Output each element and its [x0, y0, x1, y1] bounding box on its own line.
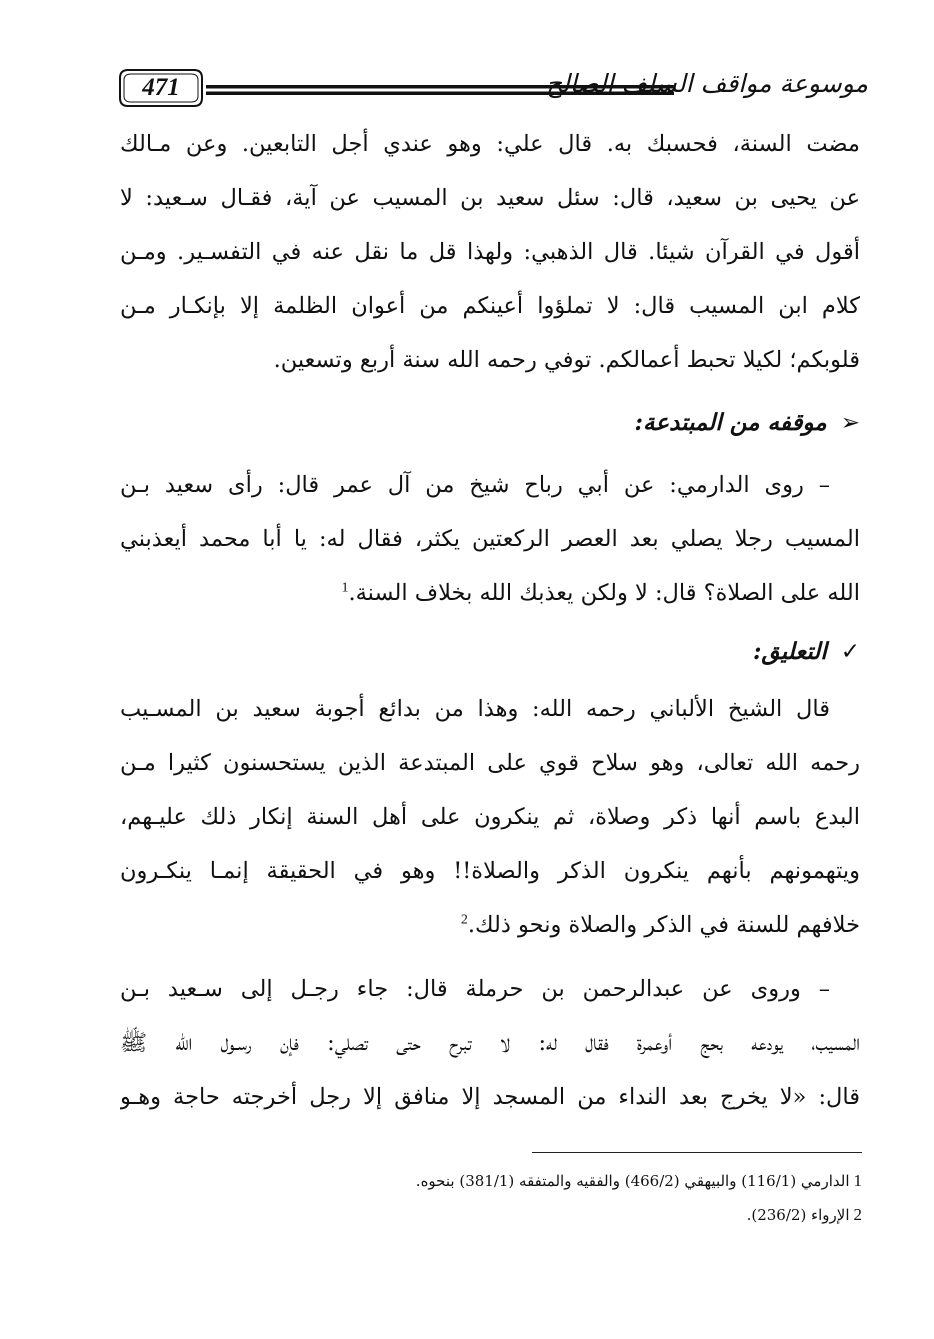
footnote-number: 2: [853, 1205, 862, 1224]
footnote-item: [300, 1198, 862, 1232]
footnote-item: [300, 1164, 862, 1198]
page-header: [108, 60, 868, 116]
footnote-number: 1: [853, 1171, 862, 1190]
text-line: ويتهمونهم بأنهم ينكرون الذكر والصلاة!! وهو في الحقيقة إنمـا ينكـرون: [120, 858, 860, 884]
text-line: أقول في القرآن شيئا. قال الذهبي: ولهذا قل ما نقل عنه في التفسـير. ومـن: [120, 239, 860, 265]
paragraph-darimi-narration: [120, 458, 860, 620]
footnote-reference[interactable]: 1: [341, 580, 349, 596]
text-line: خلافهم للسنة في الذكر والصلاة ونحو ذلك.$^2$: [460, 912, 860, 938]
heading-text: موقفه من المبتدعة:: [634, 409, 827, 436]
text-line: المسيب، يودعه بحج أوعمرة فقال له: لا تبرح حتى تصلي: فإن رسـول الله ﷺ: [120, 1030, 860, 1056]
checkmark-icon: ✓: [840, 639, 860, 665]
section-heading-commentary: [120, 625, 860, 679]
text-line: – وروى عن عبدالرحمن بن حرملة قال: جاء رجـل إلى سـعيد بـن: [120, 976, 830, 1002]
text-line: قال الشيخ الألباني رحمه الله: وهذا من بدائع أجوبة سعيد بن المسـيب: [120, 696, 830, 722]
paragraph-harmala-narration: [120, 962, 860, 1124]
arrow-bullet-icon: ➢: [840, 410, 860, 436]
text-line: المسيب رجلا يصلي بعد العصر الركعتين يكثر، فقال له: يا أبا محمد أيعذبني: [120, 526, 860, 552]
paragraph-biography: [120, 117, 860, 387]
heading-text: التعليق:: [753, 638, 827, 665]
footnote-reference[interactable]: 2: [460, 912, 468, 928]
text-line: الله على الصلاة؟ قال: لا ولكن يعذبك الله بخلاف السنة.$^1$: [341, 580, 860, 606]
text-line: مضت السنة، فحسبك به. قال علي: وهو عندي أجل التابعين. وعن مـالك: [120, 131, 860, 157]
text-line: رحمه الله تعالى، وهو سلاح قوي على المبتدعة الذين يستحسنون كثيرا مـن: [120, 750, 860, 776]
paragraph-albani-commentary: [120, 682, 860, 952]
footnotes: [300, 1164, 862, 1232]
footnote-text: الإرواء (236/2).: [746, 1206, 850, 1224]
text-line: قلوبكم؛ لكيلا تحبط أعمالكم. توفي رحمه الله سنة أربع وتسعين.: [273, 347, 860, 373]
page-number: 471: [142, 74, 180, 101]
text-line: البدع باسم أنها ذكر وصلاة، ثم ينكرون على أهل السنة إنكار ذلك عليـهم،: [120, 804, 860, 830]
text-line: عن يحيى بن سعيد، قال: سئل سعيد بن المسيب عن آية، فقـال سـعيد: لا: [120, 185, 860, 211]
footnote-divider: [532, 1152, 862, 1153]
text-line: كلام ابن المسيب قال: لا تملؤوا أعينكم من أعوان الظلمة إلا بإنكـار مـن: [120, 293, 860, 319]
footnote-text: الدارمي (116/1) والبيهقي (466/2) والفقيه والمتفقه (381/1) بنحوه.: [415, 1172, 850, 1190]
book-title: موسوعة مواقف السلف الصالح: [545, 69, 868, 98]
section-heading-innovators: [120, 396, 860, 450]
text-line: – روى الدارمي: عن أبي رباح شيخ من آل عمر قال: رأى سعيد بـن: [120, 472, 830, 498]
text-line: قال: «لا يخرج بعد النداء من المسجد إلا منافق إلا رجل أخرجته حاجة وهـو: [120, 1084, 860, 1110]
